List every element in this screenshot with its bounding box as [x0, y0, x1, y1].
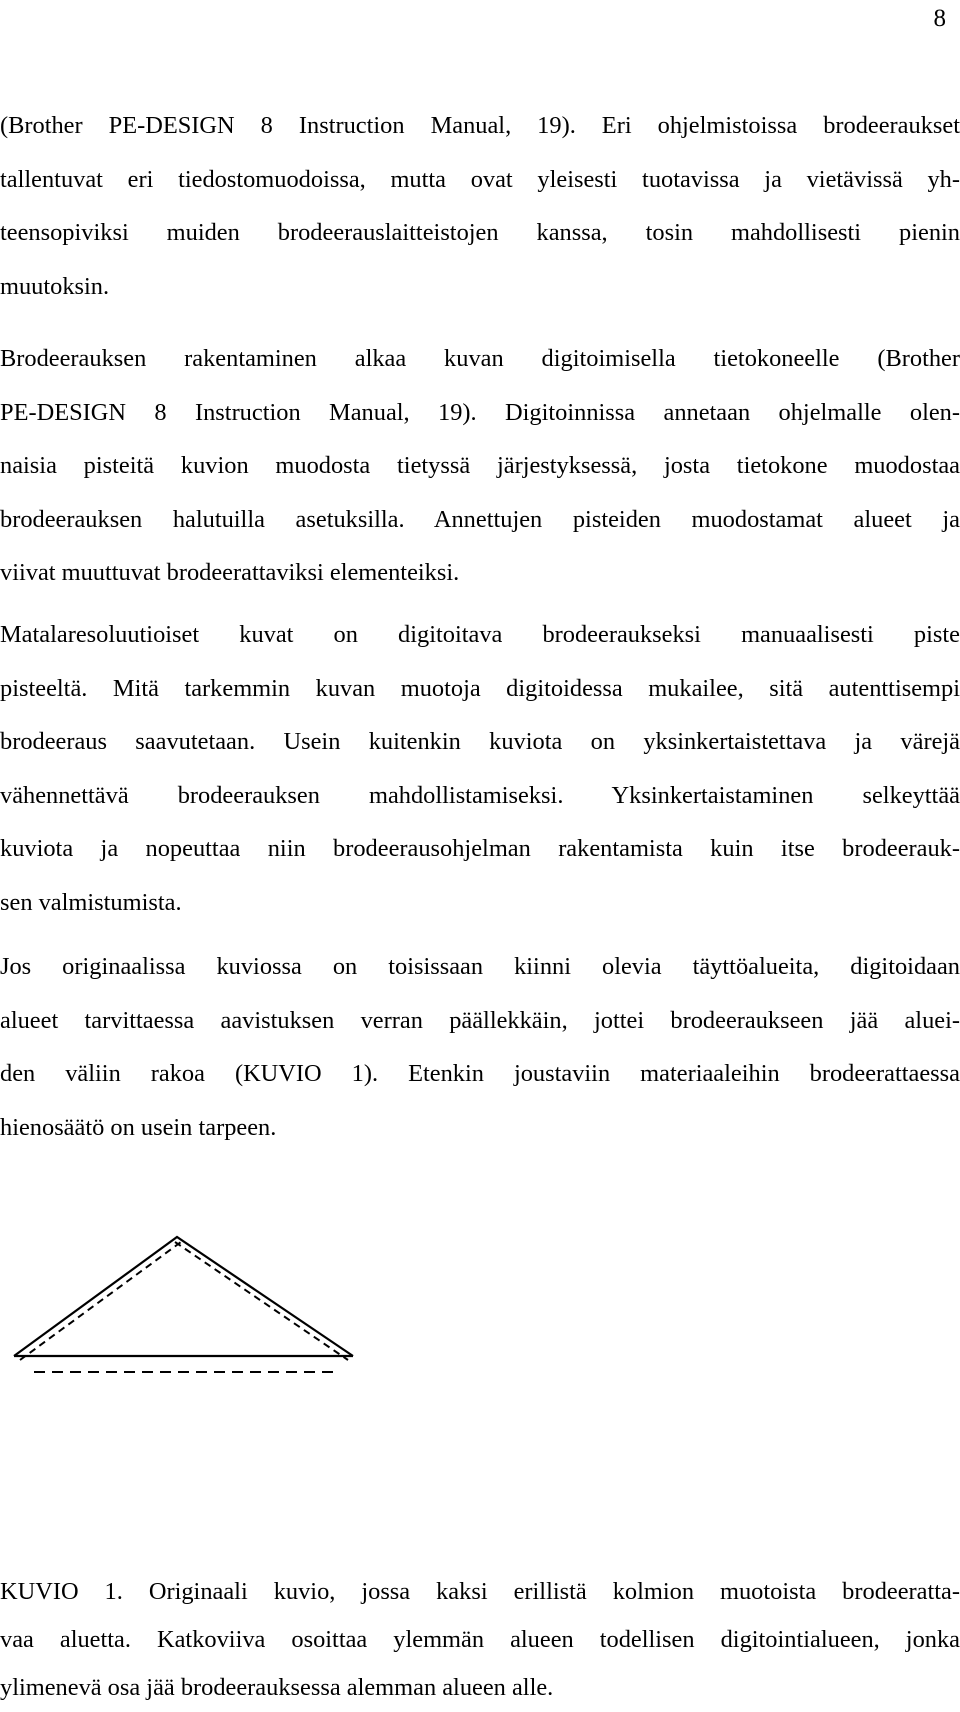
text-line: Brodeerauksen rakentaminen alkaa kuvan digitoimisella tietokoneelle (Brother — [0, 345, 960, 372]
upper-right-dashed-edge — [175, 1242, 348, 1360]
text-line: brodeeraus saavutetaan. Usein kuitenkin kuviota on yksinkertaistettava ja värejä — [0, 728, 960, 755]
text-line: den väliin rakoa (KUVIO 1). Etenkin joustaviin materiaaleihin brodeerattaessa — [0, 1060, 960, 1087]
text-line: alueet tarvittaessa aavistuksen verran päällekkäin, jottei brodeeraukseen jää aluei- — [0, 1006, 960, 1034]
triangle-figure — [0, 1230, 960, 1430]
text-line: muutoksin. — [0, 272, 110, 300]
caption-line: ylimenevä osa jää brodeerauksessa alemman alueen alle. — [0, 1674, 554, 1701]
figure-caption — [0, 1568, 960, 1712]
paragraph-2 — [0, 332, 960, 600]
text-line: PE-DESIGN 8 Instruction Manual, 19). Digitoinnissa annetaan ohjelmalle olen- — [0, 398, 960, 426]
caption-line: vaa aluetta. Katkoviiva osoittaa ylemmän alueen todellisen digitointialueen, jonka — [0, 1626, 960, 1653]
text-line: viivat muuttuvat brodeerattaviksi elementeiksi. — [0, 559, 460, 586]
text-line: hienosäätö on usein tarpeen. — [0, 1113, 277, 1141]
text-line: naisia pisteitä kuvion muodosta tietyssä järjestyksessä, josta tietokone muodostaa — [0, 452, 960, 479]
page-number: 8 — [933, 5, 946, 32]
paragraph-1 — [0, 99, 960, 313]
paragraph-3 — [0, 608, 960, 929]
paragraph-4 — [0, 940, 960, 1154]
upper-left-dashed-edge — [20, 1242, 181, 1360]
text-line: vähennettävä brodeerauksen mahdollistamiseksi. Yksinkertaistaminen selkeyttää — [0, 781, 960, 809]
text-line: Jos originaalissa kuviossa on toisissaan kiinni olevia täyttöalueita, digitoidaan — [0, 953, 960, 980]
text-line: tallentuvat eri tiedostomuodoissa, mutta ovat yleisesti tuotavissa ja vietävissä yh- — [0, 165, 960, 193]
text-line: brodeerauksen halutuilla asetuksilla. Annettujen pisteiden muodostamat alueet ja — [0, 505, 960, 533]
text-line: kuviota ja nopeuttaa niin brodeerausohjelman rakentamista kuin itse brodeerauk- — [0, 835, 960, 862]
caption-line: KUVIO 1. Originaali kuvio, jossa kaksi erillistä kolmion muotoista brodeeratta- — [0, 1578, 960, 1605]
text-line: sen valmistumista. — [0, 888, 182, 916]
text-line: pisteeltä. Mitä tarkemmin kuvan muotoja digitoidessa mukailee, sitä autenttisempi — [0, 674, 960, 702]
text-line: teensopiviksi muiden brodeerauslaitteistojen kanssa, tosin mahdollisesti pienin — [0, 219, 960, 246]
upper-triangle-outline — [14, 1237, 353, 1356]
text-line: (Brother PE-DESIGN 8 Instruction Manual, 19). Eri ohjelmistoissa brodeeraukset — [0, 112, 960, 139]
text-line: Matalaresoluutioiset kuvat on digitoitava brodeeraukseksi manuaalisesti piste — [0, 621, 960, 648]
